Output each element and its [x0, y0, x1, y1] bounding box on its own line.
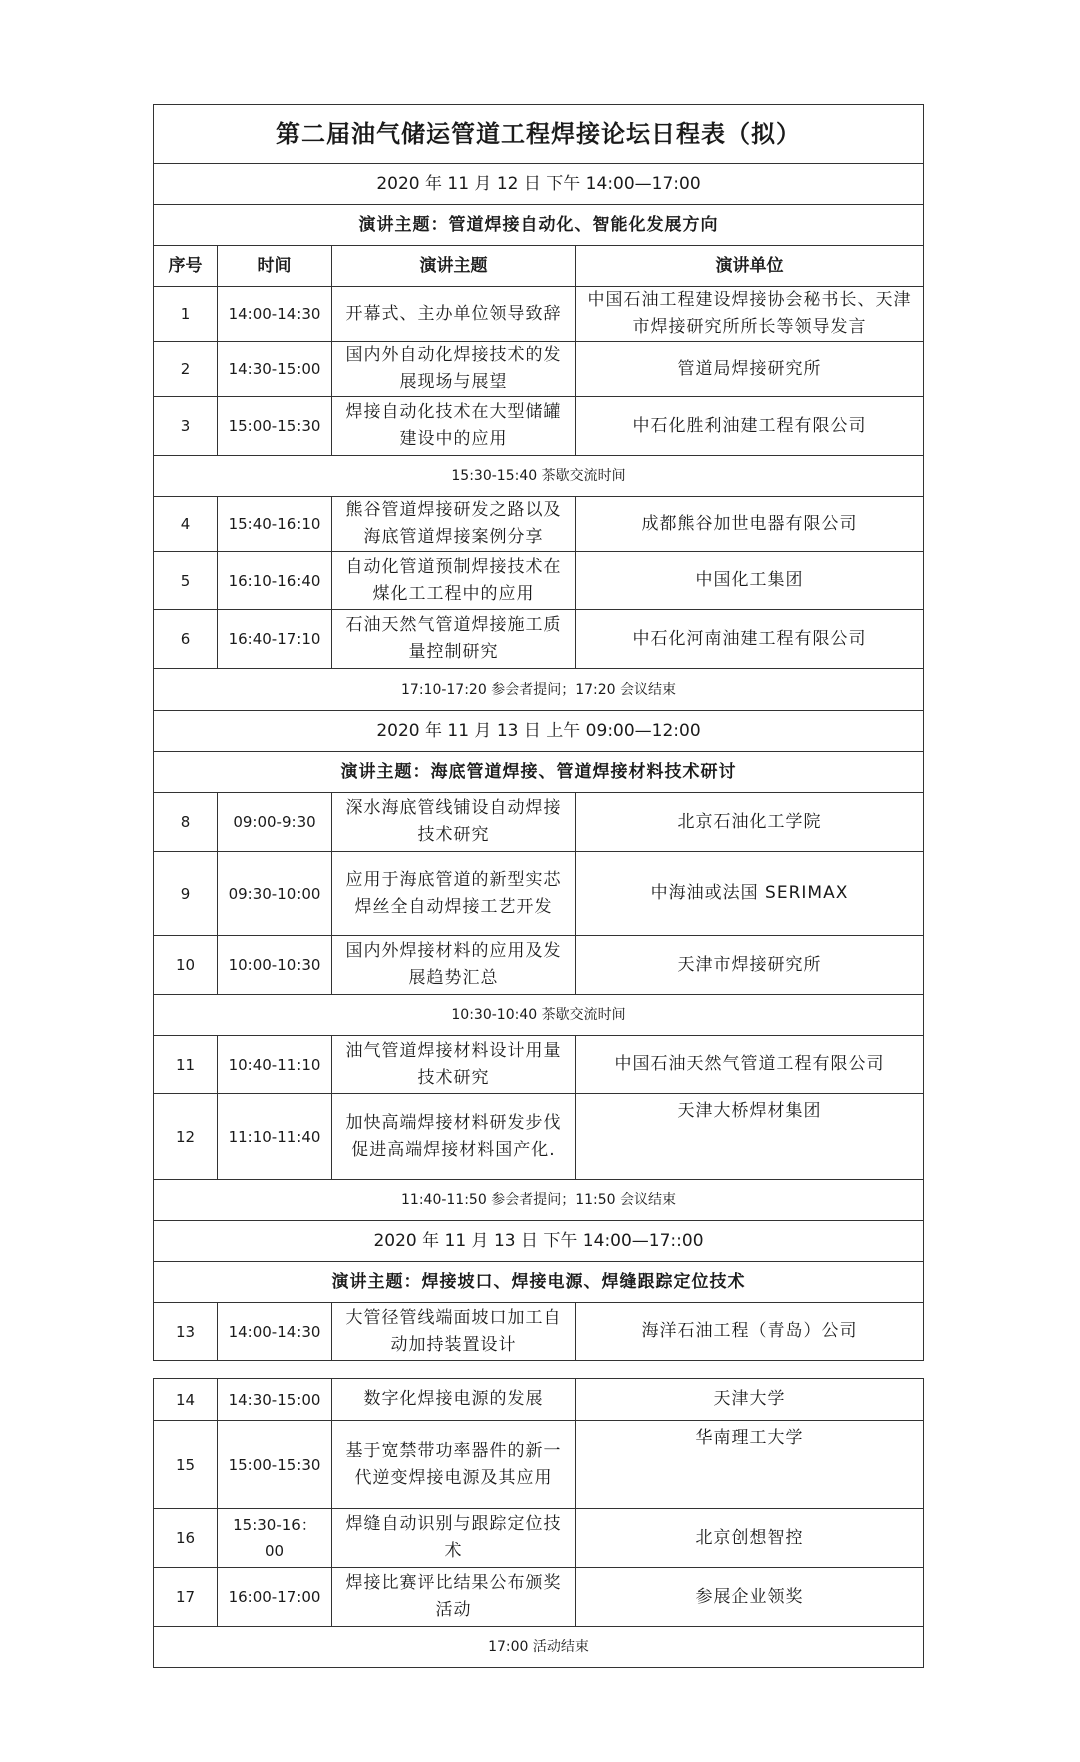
- row-unit: 中国石油工程建设焊接协会秘书长、天津市焊接研究所所长等领导发言: [576, 287, 924, 342]
- row-unit: 天津大学: [576, 1379, 924, 1421]
- table-row: [154, 1036, 924, 1094]
- table-row: [154, 1421, 924, 1509]
- table-row: [154, 1509, 924, 1568]
- row-time: 16:40-17:10: [218, 610, 332, 669]
- row-no: 15: [154, 1421, 218, 1509]
- row-no: 8: [154, 793, 218, 852]
- row-topic: 国内外自动化焊接技术的发展现场与展望: [332, 342, 576, 397]
- table-row: [154, 936, 924, 995]
- row-time: 16:10-16:40: [218, 552, 332, 610]
- row-no: 14: [154, 1379, 218, 1421]
- session-1-end: 17:10-17:20 参会者提问；17:20 会议结束: [154, 669, 924, 711]
- row-time: 15:00-15:30: [218, 1421, 332, 1509]
- row-topic: 基于宽禁带功率器件的新一代逆变焊接电源及其应用: [332, 1421, 576, 1509]
- row-time: 14:30-15:00: [218, 342, 332, 397]
- row-unit: 管道局焊接研究所: [576, 342, 924, 397]
- session-1-theme: 演讲主题：管道焊接自动化、智能化发展方向: [154, 205, 924, 246]
- table-row: [154, 1379, 924, 1421]
- header-row: [154, 246, 924, 287]
- row-topic: 焊接比赛评比结果公布颁奖活动: [332, 1568, 576, 1627]
- row-time: 16:00-17:00: [218, 1568, 332, 1627]
- table-row: [154, 287, 924, 342]
- row-time: 11:10-11:40: [218, 1094, 332, 1180]
- row-no: 2: [154, 342, 218, 397]
- table-row: [154, 342, 924, 397]
- row-topic: 石油天然气管道焊接施工质量控制研究: [332, 610, 576, 669]
- table-row: [154, 1094, 924, 1180]
- header-unit: 演讲单位: [576, 246, 924, 287]
- row-no: 5: [154, 552, 218, 610]
- row-no: 9: [154, 852, 218, 936]
- row-unit: 中海油或法国 SERIMAX: [576, 852, 924, 936]
- row-topic: 焊接自动化技术在大型储罐建设中的应用: [332, 397, 576, 456]
- row-time: 10:40-11:10: [218, 1036, 332, 1094]
- row-unit: 华南理工大学: [576, 1421, 924, 1509]
- row-time: 09:00-9:30: [218, 793, 332, 852]
- row-topic: 油气管道焊接材料设计用量技术研究: [332, 1036, 576, 1094]
- schedule-table-page1: [153, 104, 924, 1361]
- row-topic: 自动化管道预制焊接技术在煤化工工程中的应用: [332, 552, 576, 610]
- row-topic: 焊缝自动识别与跟踪定位技术: [332, 1509, 576, 1568]
- row-time: 14:30-15:00: [218, 1379, 332, 1421]
- table-row: [154, 852, 924, 936]
- row-topic: 应用于海底管道的新型实芯焊丝全自动焊接工艺开发: [332, 852, 576, 936]
- row-no: 12: [154, 1094, 218, 1180]
- row-no: 16: [154, 1509, 218, 1568]
- table-row: [154, 793, 924, 852]
- header-no: 序号: [154, 246, 218, 287]
- row-unit: 参展企业领奖: [576, 1568, 924, 1627]
- table-row: [154, 552, 924, 610]
- table-row: [154, 610, 924, 669]
- row-topic: 深水海底管线铺设自动焊接技术研究: [332, 793, 576, 852]
- table-row: [154, 1568, 924, 1627]
- row-no: 10: [154, 936, 218, 995]
- row-topic: 加快高端焊接材料研发步伐 促进高端焊接材料国产化.: [332, 1094, 576, 1180]
- row-topic: 大管径管线端面坡口加工自动加持装置设计: [332, 1303, 576, 1361]
- row-unit: 天津大桥焊材集团: [576, 1094, 924, 1180]
- row-unit: 中石化河南油建工程有限公司: [576, 610, 924, 669]
- row-unit: 海洋石油工程（青岛）公司: [576, 1303, 924, 1361]
- row-time: 10:00-10:30: [218, 936, 332, 995]
- table-row: [154, 497, 924, 552]
- row-unit: 天津市焊接研究所: [576, 936, 924, 995]
- event-end: 17:00 活动结束: [154, 1627, 924, 1668]
- header-time: 时间: [218, 246, 332, 287]
- row-unit: 成都熊谷加世电器有限公司: [576, 497, 924, 552]
- schedule-title: 第二届油气储运管道工程焊接论坛日程表（拟）: [154, 105, 924, 164]
- session-3-theme: 演讲主题：焊接坡口、焊接电源、焊缝跟踪定位技术: [154, 1262, 924, 1303]
- row-unit: 北京石油化工学院: [576, 793, 924, 852]
- row-no: 13: [154, 1303, 218, 1361]
- session-1-date: 2020 年 11 月 12 日 下午 14:00—17:00: [154, 164, 924, 205]
- session-2-theme: 演讲主题：海底管道焊接、管道焊接材料技术研讨: [154, 752, 924, 793]
- session-3-date: 2020 年 11 月 13 日 下午 14:00—17::00: [154, 1221, 924, 1262]
- table-row: [154, 397, 924, 456]
- row-no: 4: [154, 497, 218, 552]
- row-unit: 北京创想智控: [576, 1509, 924, 1568]
- row-no: 17: [154, 1568, 218, 1627]
- row-no: 6: [154, 610, 218, 669]
- row-unit: 中石化胜利油建工程有限公司: [576, 397, 924, 456]
- row-topic: 国内外焊接材料的应用及发展趋势汇总: [332, 936, 576, 995]
- row-time: 15:40-16:10: [218, 497, 332, 552]
- row-topic: 数字化焊接电源的发展: [332, 1379, 576, 1421]
- tea-break-2: 10:30-10:40 茶歇交流时间: [154, 995, 924, 1036]
- session-2-end: 11:40-11:50 参会者提问；11:50 会议结束: [154, 1180, 924, 1221]
- table-row: [154, 1303, 924, 1361]
- row-no: 1: [154, 287, 218, 342]
- row-time: 15:00-15:30: [218, 397, 332, 456]
- row-no: 11: [154, 1036, 218, 1094]
- row-topic: 熊谷管道焊接研发之路以及海底管道焊接案例分享: [332, 497, 576, 552]
- header-topic: 演讲主题: [332, 246, 576, 287]
- row-time: 14:00-14:30: [218, 1303, 332, 1361]
- row-unit: 中国石油天然气管道工程有限公司: [576, 1036, 924, 1094]
- schedule-table-page2: [153, 1378, 924, 1668]
- row-topic: 开幕式、主办单位领导致辞: [332, 287, 576, 342]
- tea-break-1: 15:30-15:40 茶歇交流时间: [154, 456, 924, 497]
- row-time: 15:30-16：00: [218, 1509, 332, 1568]
- row-no: 3: [154, 397, 218, 456]
- row-time: 14:00-14:30: [218, 287, 332, 342]
- row-unit: 中国化工集团: [576, 552, 924, 610]
- session-2-date: 2020 年 11 月 13 日 上午 09:00—12:00: [154, 711, 924, 752]
- row-time: 09:30-10:00: [218, 852, 332, 936]
